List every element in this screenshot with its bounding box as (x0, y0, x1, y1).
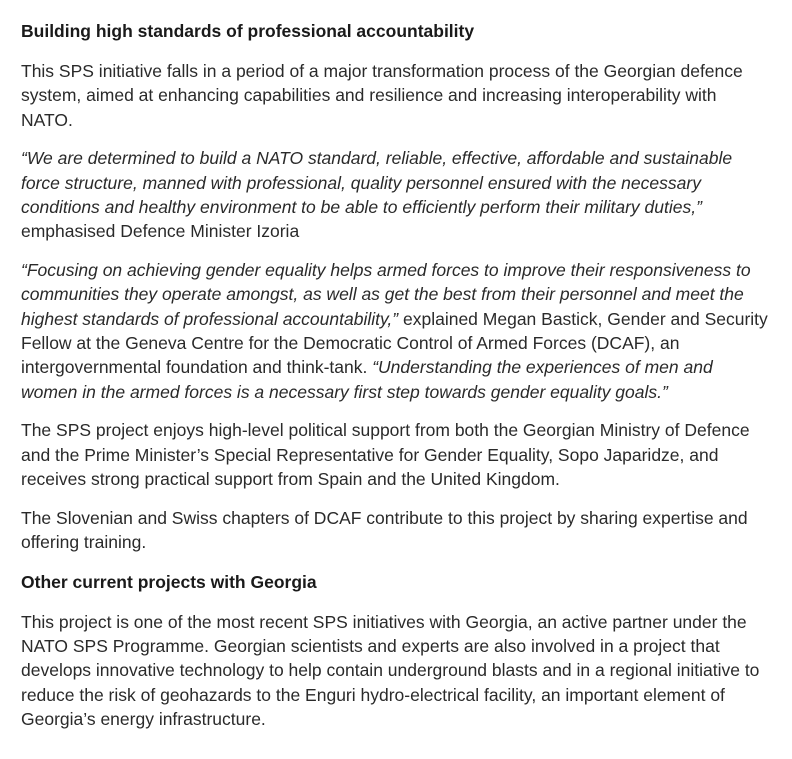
paragraph-dcaf-quote (21, 258, 772, 404)
bastick-attribution: explained Megan Bastick, Gender and Security Fellow at the Geneva Centre for the Democratic Control of Armed Forces (DCAF), an intergovernmental foundation and think-tank. (21, 308, 768, 378)
paragraph-dcaf-chapters: The Slovenian and Swiss chapters of DCAF contribute to this project by sharing expertise and offering training. (21, 507, 748, 553)
paragraph-transformation: This SPS initiative falls in a period of a major transformation process of the Georgian defence system, aimed at enhancing capabilities and resilience and increasing interoperability with NATO. (21, 61, 743, 130)
section-heading-other-projects: Other current projects with Georgia (21, 571, 317, 592)
paragraph-political-support: The SPS project enjoys high-level political support from both the Georgian Ministry of Defence and the Prime Minister’s Special Representative for Gender Equality, Sopo Japaridze, and receives strong practical support from Spain and the United Kingdom. (21, 420, 750, 489)
section-heading-accountability: Building high standards of professional accountability (21, 21, 475, 41)
minister-quote: “We are determined to build a NATO standard, reliable, effective, affordable and sustainable force structure, manned with professional, quality personnel ensured with the necessary conditions and healthy environment to be able to efficiently perform their military duties,” (21, 148, 733, 217)
paragraph-other-projects: This project is one of the most recent SPS initiatives with Georgia, an active partner under the NATO SPS Programme. Georgian scientists and experts are also involved in a project that develops innovative technology to help contain underground blasts and in a regional initiative to reduce the risk of geohazards to the Enguri hydro-electrical facility, an important element of Georgia’s energy infrastructure. (21, 611, 760, 730)
bastick-quote-continued: “Understanding the experiences of men and women in the armed forces is a necessary first step towards gender equality goals.” (21, 357, 713, 402)
bastick-quote: “Focusing on achieving gender equality helps armed forces to improve their responsiveness to communities they operate amongst, as well as get the best from their personnel and meet the highest standards of professional accountability,” (21, 260, 751, 329)
minister-attribution: emphasised Defence Minister Izoria (21, 221, 300, 242)
paragraph-minister-quote (21, 146, 772, 243)
